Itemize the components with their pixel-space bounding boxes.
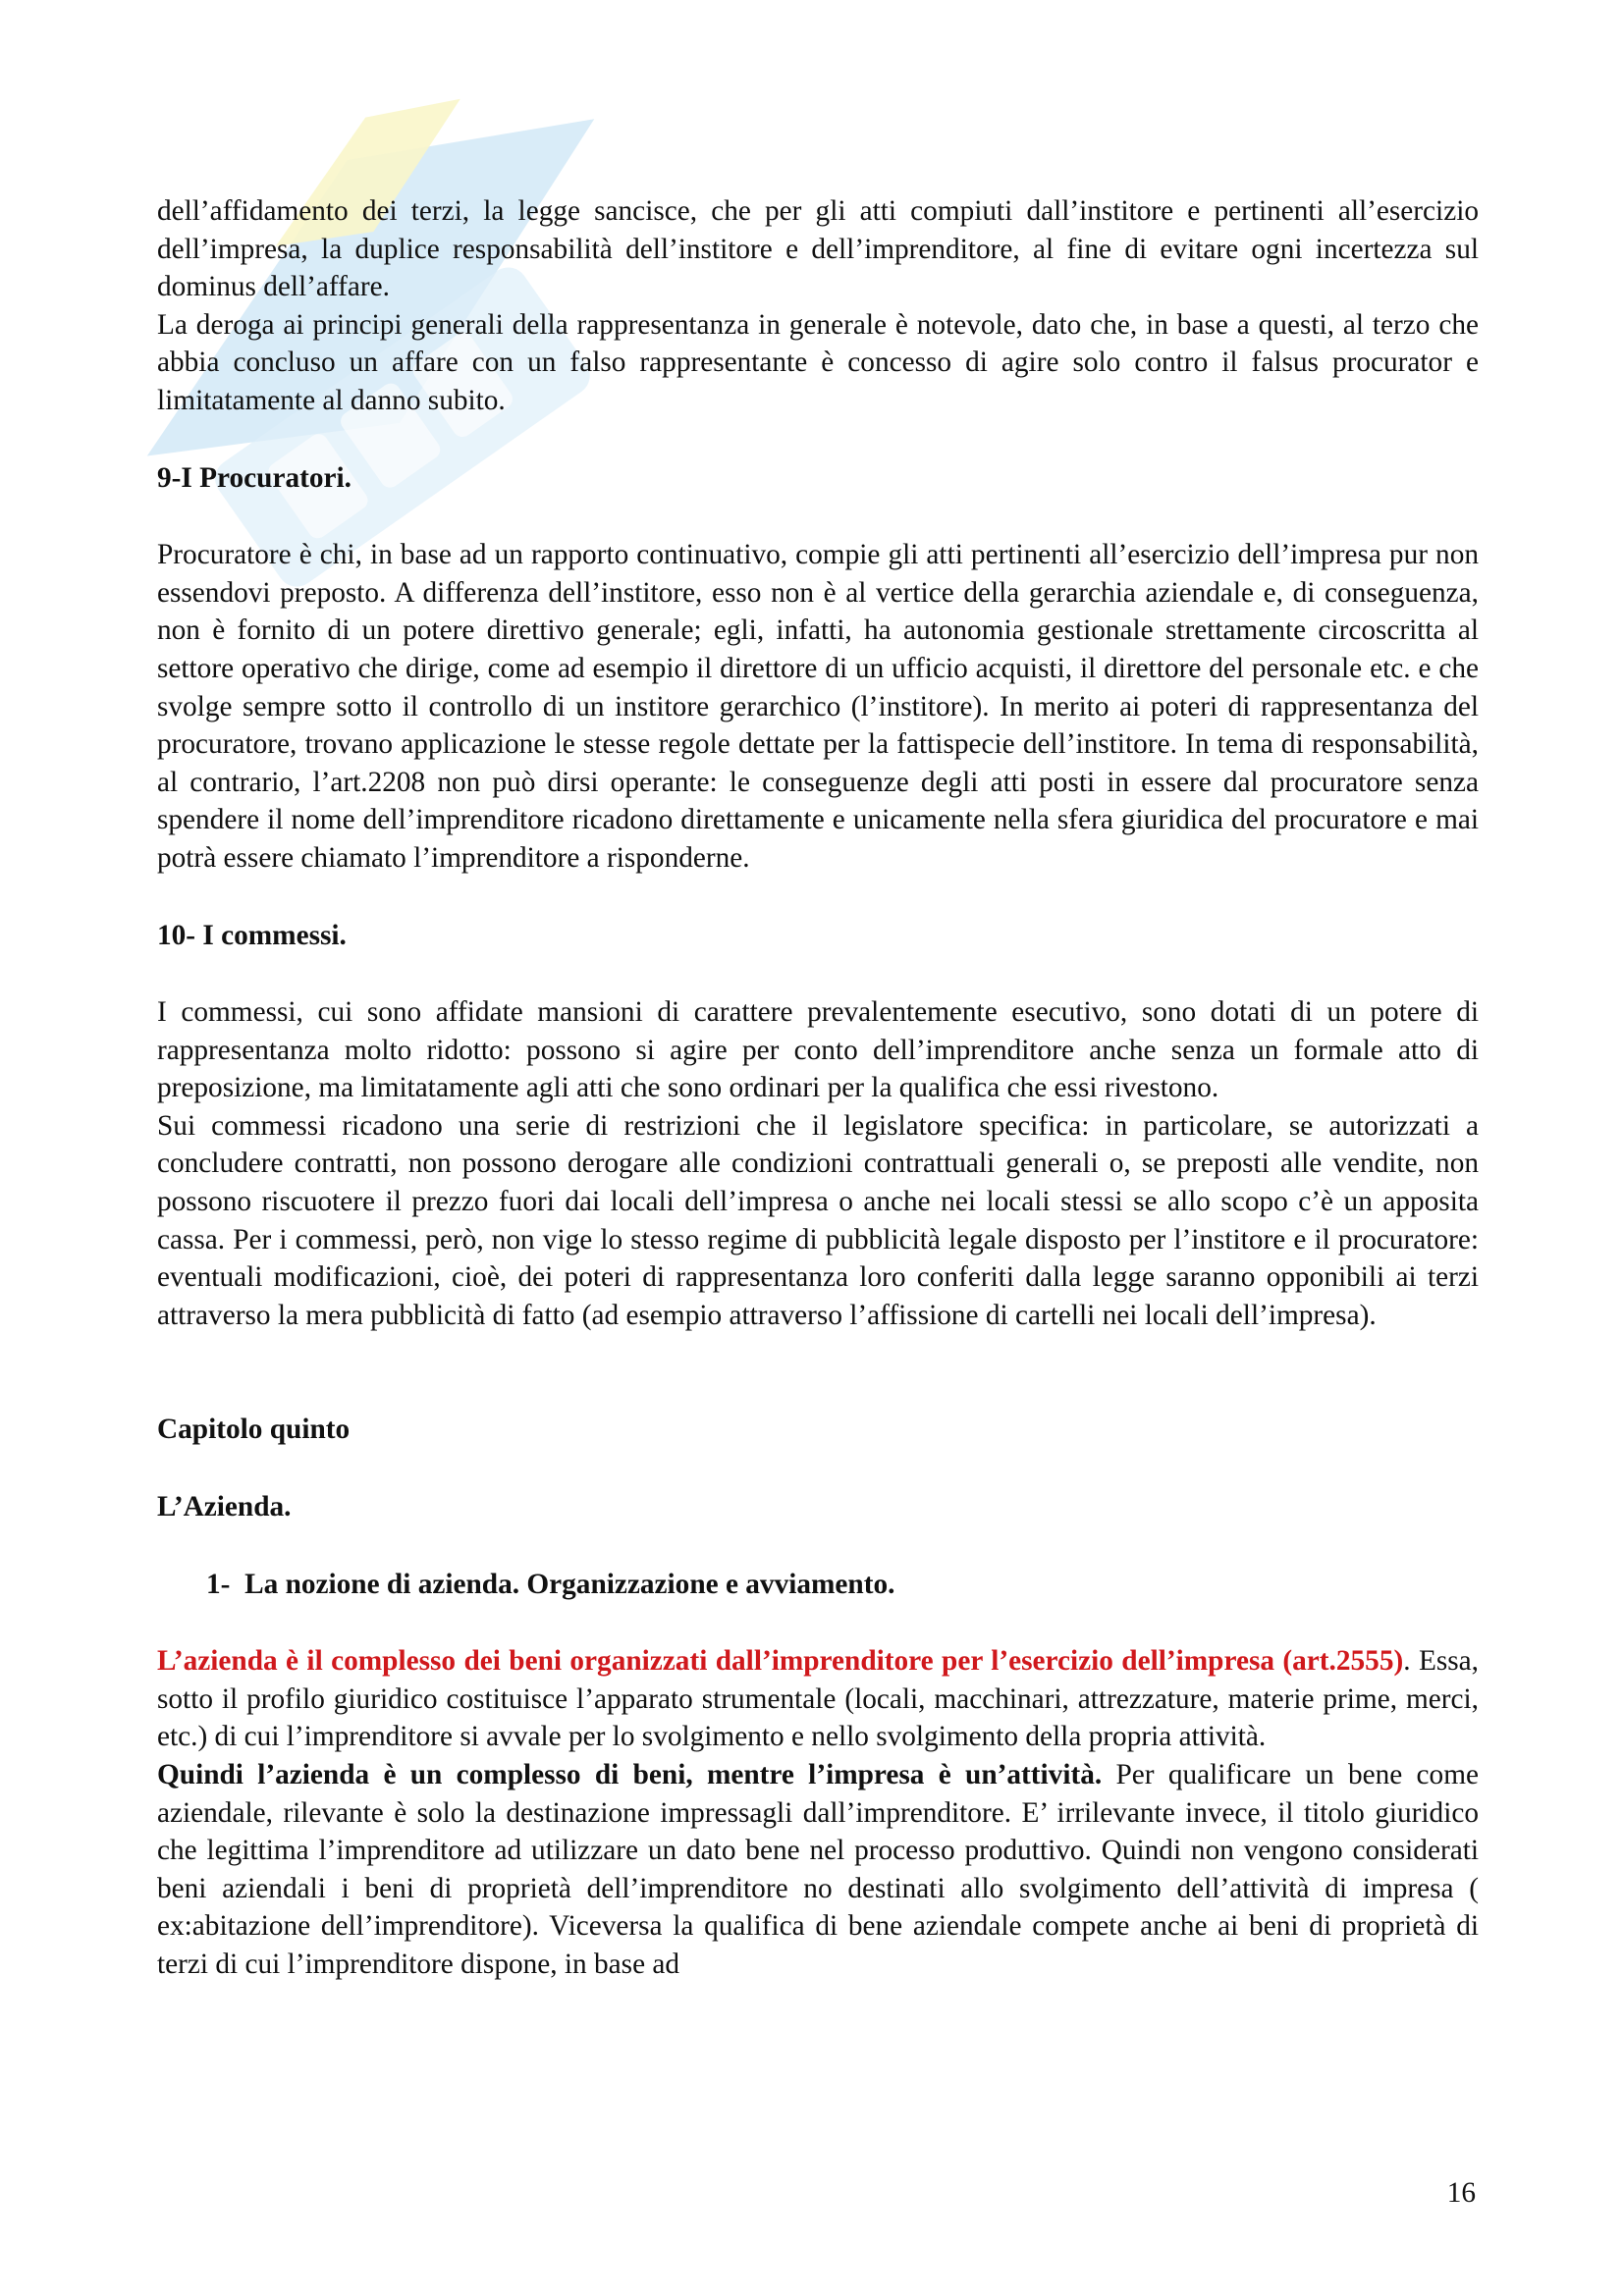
paragraph-azienda-rest: . Essa, sotto il profilo giuridico costituisce l’apparato strumentale (locali, macchinari, attrezzature, materie prime, merci, etc.) di cui l’imprenditore si avvale per lo svolgimento e nello svolgimento della propria attività. — [157, 1645, 1479, 1753]
list-heading-text: La nozione di azienda. Organizzazione e avviamento. — [244, 1568, 895, 1600]
section-heading-procuratori: 9-I Procuratori. — [157, 461, 352, 494]
paragraph-restrizioni: Sui commessi ricadono una serie di restrizioni che il legislatore specifica: in particolare, se autorizzati a concludere contratti, non possono derogare alle condizioni contrattuali generali o, se preposti alle vendite, non possono riscuotere il prezzo fuori dai locali dell’impresa o anche nei locali stessi se allo scopo c’è un apposita cassa. Per i commessi, però, non vige lo stesso regime di pubblicità legale disposto per l’institore e il procuratore: eventuali modificazioni, cioè, dei poteri di rappresentanza loro conferiti dalla legge saranno opponibili ai terzi attraverso la mera pubblicità di fatto (ad esempio attraverso l’affissione di cartelli nei locali dell’impresa). — [157, 1109, 1479, 1331]
list-number: 1- — [206, 1568, 231, 1600]
chapter-title: L’Azienda. — [157, 1491, 292, 1523]
paragraph-complesso-beni-rest: Per qualificare un bene come aziendale, rilevante è solo la destinazione impressagli dall’imprenditore. E’ irrilevante invece, il titolo giuridico che legittima l’imprenditore ad utilizzare un dato bene nel processo produttivo. Quindi non vengono considerati beni aziendali i beni di proprietà dell’imprenditore no destinati allo svolgimento dell’attività di impresa ( ex:abitazione dell’imprenditore). Viceversa la qualifica di bene aziendale compete anche ai beni di proprietà di terzi di cui l’imprenditore dispone, in base ad — [157, 1759, 1479, 1980]
page-number: 16 — [1446, 2177, 1476, 2209]
paragraph-deroga: La deroga ai principi generali della rappresentanza in generale è notevole, dato che, in base a questi, al terzo che abbia concluso un affare con un falso rappresentante è concesso di agire solo contro il falsus procurator e limitatamente al danno subito. — [157, 308, 1479, 416]
paragraph-affidamento: dell’affidamento dei terzi, la legge sancisce, che per gli atti compiuti dall’institore e pertinenti all’esercizio dell’impresa, la duplice responsabilità dell’institore e dell’imprenditore, al fine di evitare ogni incertezza sul dominus dell’affare. — [157, 195, 1479, 303]
definition-azienda: L’azienda è il complesso dei beni organizzati dall’imprenditore per l’esercizio dell’impresa (art.2555) — [157, 1645, 1404, 1678]
paragraph-commessi: I commessi, cui sono affidate mansioni di carattere prevalentemente esecutivo, sono dotati di un potere di rappresentanza molto ridotto: possono si agire per conto dell’imprenditore anche senza un formale atto di preposizione, ma limitatamente agli atti che sono ordinari per la qualifica che essi rivestono. — [157, 996, 1479, 1104]
chapter-label: Capitolo quinto — [157, 1414, 351, 1446]
section-heading-commessi: 10- I commessi. — [157, 919, 347, 951]
paragraph-procuratore: Procuratore è chi, in base ad un rapporto continuativo, compie gli atti pertinenti all’esercizio dell’impresa pur non essendovi preposto. A differenza dell’institore, esso non è al vertice della gerarchia aziendale e, di conseguenza, non è fornito di un potere direttivo generale; egli, infatti, ha autonomia gestionale strettamente circoscritta al settore operativo che dirige, come ad esempio il direttore di un ufficio acquisti, il direttore del personale etc. e che svolge sempre sotto il controllo di un institore gerarchico (l’institore). In merito ai poteri di rappresentanza del procuratore, trovano applicazione le stesse regole dettate per la fattispecie dell’institore. In tema di responsabilità, al contrario, l’art.2208 non può dirsi operante: le conseguenze degli atti posti in essere dal procuratore senza spendere il nome dell’imprenditore ricadono direttamente e unicamente nella sfera giuridica del procuratore e mai potrà essere chiamato l’imprenditore a risponderne. — [157, 539, 1479, 874]
document-page — [157, 192, 1479, 1984]
paragraph-azienda — [157, 1642, 1479, 1756]
highlight-complesso-beni: Quindi l’azienda è un complesso di beni, mentre l’impresa è un’attività. — [157, 1759, 1103, 1790]
list-heading-nozione — [157, 1566, 1479, 1604]
paragraph-complesso-beni — [157, 1756, 1479, 1984]
